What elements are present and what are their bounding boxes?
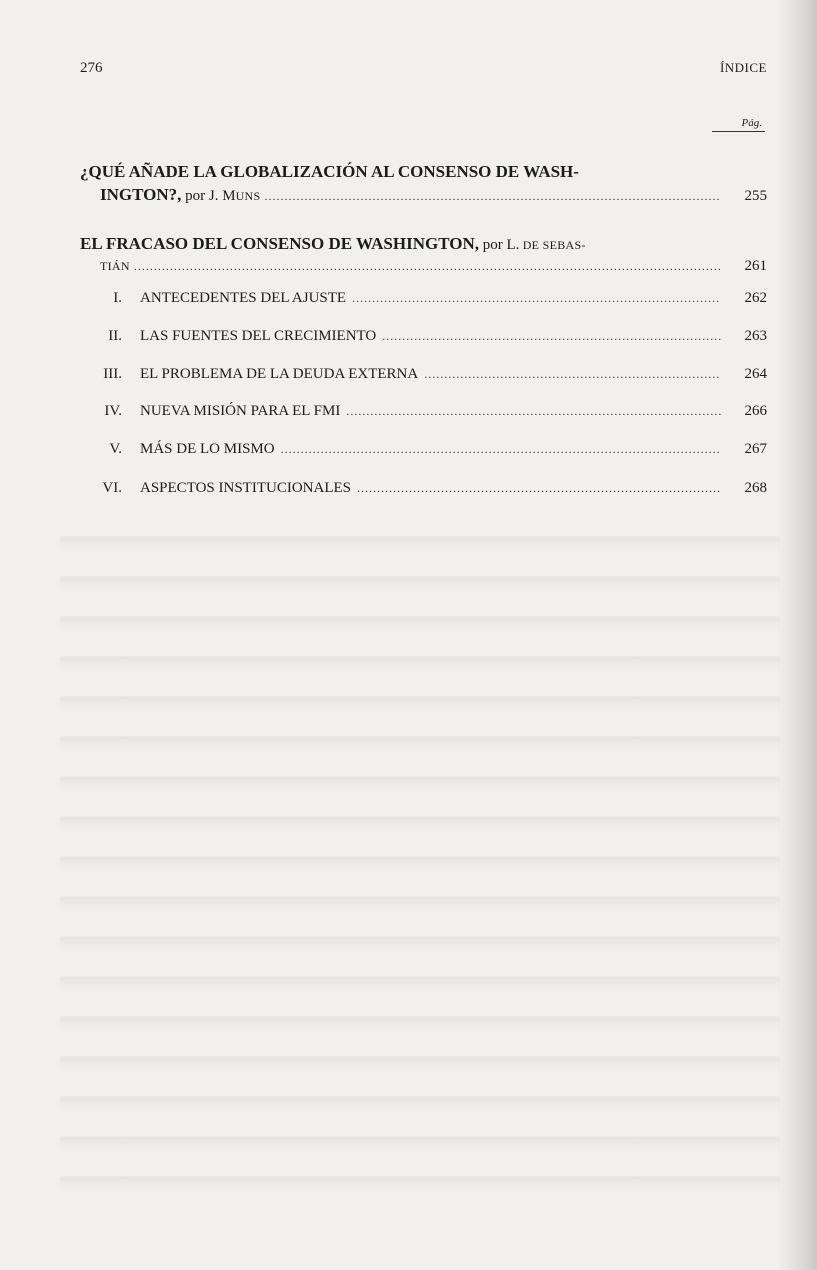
section-number: IV.	[104, 403, 122, 419]
leader-dots	[382, 329, 721, 344]
section-number: V.	[109, 441, 122, 457]
entry-author-smallcaps: DE SEBAS-	[519, 238, 586, 252]
toc-section-item	[80, 290, 767, 307]
section-page: 267	[744, 441, 767, 457]
section-number: III.	[103, 366, 122, 382]
section-label: NUEVA MISIÓN PARA EL FMI	[140, 403, 341, 419]
entry-title: EL FRACASO DEL CONSENSO DE WASHINGTON,	[80, 234, 479, 253]
entry-author-cont: TIÁN	[100, 259, 130, 273]
section-page: 268	[744, 480, 767, 496]
section-label: LAS FUENTES DEL CRECIMIENTO	[140, 328, 377, 344]
entry-title-line-2	[80, 183, 767, 206]
entry-title-line	[80, 232, 767, 255]
toc-section-item	[80, 480, 767, 497]
leader-dots	[281, 442, 721, 457]
entry-page: 255	[744, 188, 767, 204]
section-page: 262	[744, 290, 767, 306]
section-page: 264	[744, 366, 767, 382]
toc-section-item	[80, 441, 767, 458]
entry-author-prefix: por J. M	[185, 188, 236, 204]
leader-dots	[346, 404, 721, 419]
toc-section-item	[80, 366, 767, 383]
section-page: 263	[744, 328, 767, 344]
section-label: ASPECTOS INSTITUCIONALES	[140, 480, 351, 496]
entry-title-cont: INGTON?,	[100, 185, 182, 204]
section-label: EL PROBLEMA DE LA DEUDA EXTERNA	[140, 366, 419, 382]
show-through-background	[60, 510, 780, 1210]
leader-dots	[424, 367, 721, 382]
leader-dots	[134, 259, 721, 274]
entry-author-prefix: por L.	[478, 237, 520, 253]
section-page: 266	[744, 403, 767, 419]
leader-dots	[357, 481, 721, 496]
entry-author-smallcaps: UNS	[235, 189, 261, 203]
entry-page: 261	[744, 258, 767, 274]
leader-dots	[352, 291, 721, 306]
section-number: II.	[108, 328, 122, 344]
section-label: MÁS DE LO MISMO	[140, 441, 275, 457]
page-number: 276	[80, 60, 103, 76]
section-label: ANTECEDENTES DEL AJUSTE	[140, 290, 347, 306]
leader-dots	[264, 189, 721, 204]
entry-title-line: ¿QUÉ AÑADE LA GLOBALIZACIÓN AL CONSENSO DE WASH-	[80, 162, 579, 181]
running-header: ÍNDICE	[719, 60, 767, 75]
section-number: VI.	[102, 480, 122, 496]
section-number: I.	[113, 290, 122, 306]
entry-title-line-2	[80, 258, 767, 275]
toc-entry-fracaso	[80, 232, 767, 275]
page-edge-shadow	[777, 0, 817, 1270]
toc-section-item	[80, 403, 767, 420]
toc-entry-globalizacion	[80, 160, 767, 206]
page-column-label: Pág.	[712, 117, 765, 132]
toc-section-item	[80, 328, 767, 345]
